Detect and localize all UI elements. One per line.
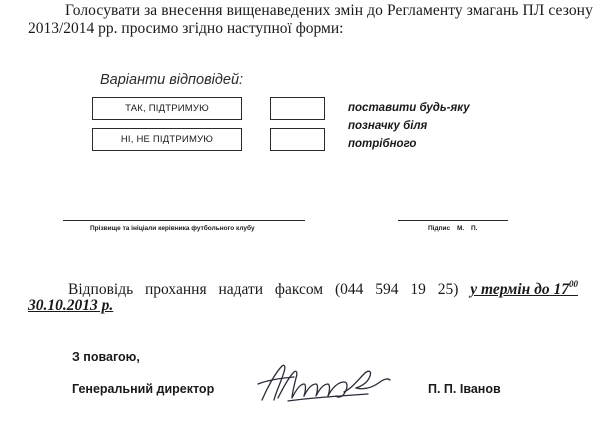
fax-word: факсом [274,281,324,298]
signature-stamp-line [398,220,508,221]
fax-word: 19 [410,281,426,298]
closing-regards: З повагою, [72,350,140,364]
name-caption: Прізвище та ініціали керівника футбольного клубу [90,225,255,232]
fax-request-line [68,279,578,299]
signature-caption: Підпис М. П. [428,225,478,232]
hint-line-3: потрібного [348,138,417,150]
option-yes-checkbox[interactable] [270,97,325,120]
name-signature-line [63,220,305,221]
fax-word: прохання [145,281,207,298]
director-title: Генеральний директор [72,382,215,396]
intro-line-1: Голосувати за внесення вищенаведених змін до Регламенту змагань ПЛ сезону [65,2,593,19]
fax-word: Відповідь [68,281,134,298]
intro-line-2: 2013/2014 рр. просимо згідно наступної форми: [28,20,344,37]
fax-word: 594 [375,281,399,298]
fax-deadline-date: 30.10.2013 р. [28,297,114,314]
option-no-checkbox[interactable] [270,128,325,151]
hint-line-1: поставити будь-яку [348,102,470,114]
option-no-label: НІ, НЕ ПІДТРИМУЮ [92,128,242,151]
fax-deadline-text: у термін до 17 [470,281,569,298]
signature-icon [248,360,398,408]
fax-word: 25) [437,281,459,298]
variants-label: Варіанти відповідей: [100,72,244,88]
hint-line-2: позначку біля [348,120,428,132]
fax-word: надати [218,281,264,298]
option-yes-label: ТАК, ПІДТРИМУЮ [92,97,242,120]
fax-deadline-minutes: 00 [568,279,578,289]
fax-word: (044 [334,281,364,298]
director-name: П. П. Іванов [428,382,501,396]
fax-deadline [470,279,578,299]
